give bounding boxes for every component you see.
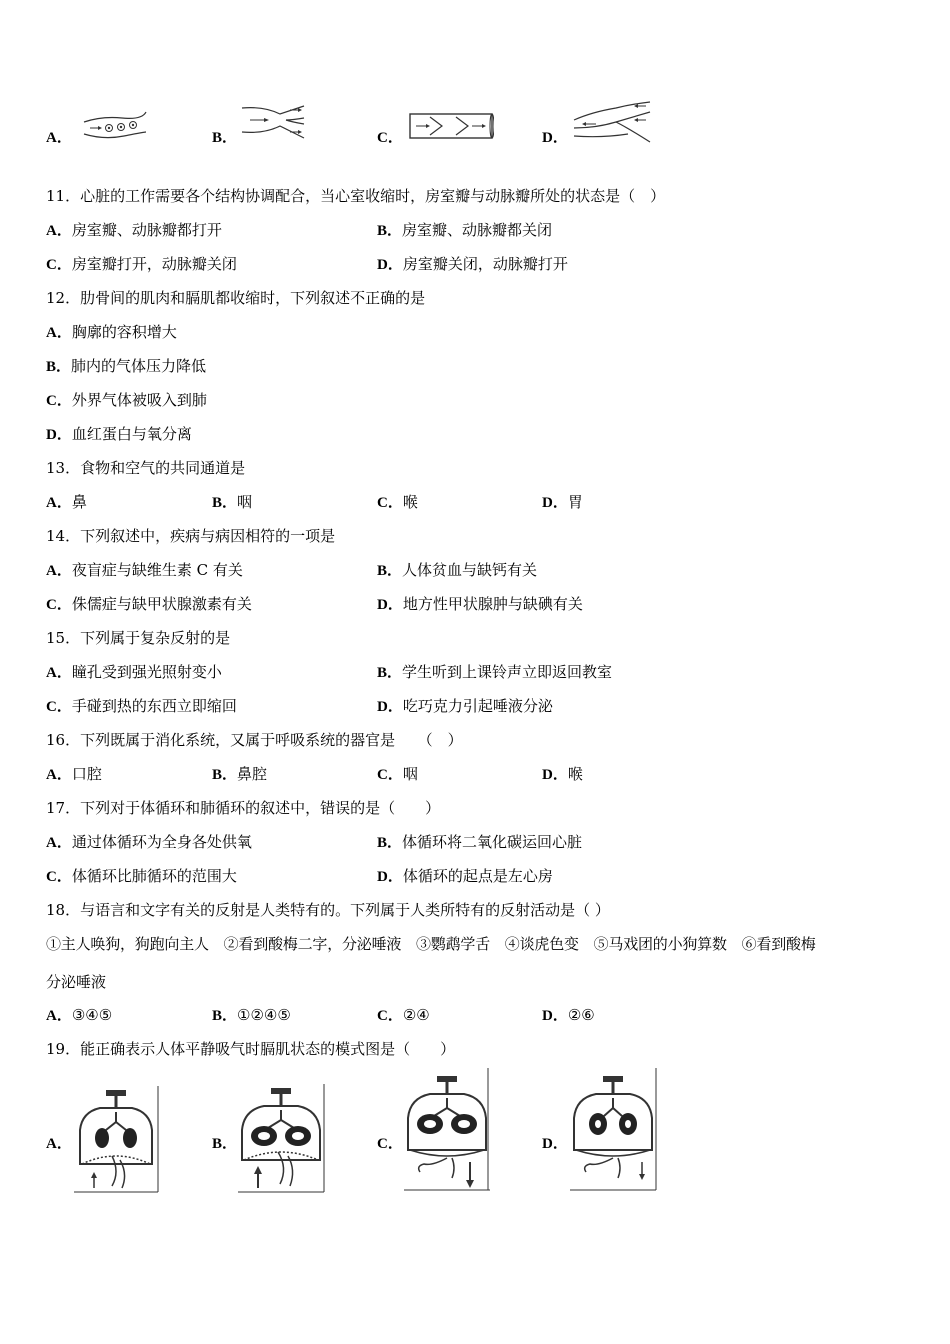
q15-option-a: A．瞳孔受到强光照射变小	[46, 663, 222, 681]
q15-option-b: B．学生听到上课铃声立即返回教室	[377, 663, 613, 681]
q12-option-c: C．外界气体被吸入到肺	[46, 391, 207, 409]
q12-option-d: D．血红蛋白与氧分离	[46, 425, 192, 443]
q18-option-a: A．③④⑤	[46, 1006, 113, 1024]
q13-option-d: D．胃	[542, 493, 583, 511]
q12-option-b: B．肺内的气体压力降低	[46, 357, 207, 375]
q10-option-d-label: D．	[542, 130, 568, 146]
q14-option-c: C．侏儒症与缺甲状腺激素有关	[46, 595, 252, 613]
q13-option-c: C．喉	[377, 493, 418, 511]
q12-option-a: A．胸廓的容积增大	[46, 323, 177, 341]
q15-option-c: C．手碰到热的东西立即缩回	[46, 697, 237, 715]
q15-option-d: D．吃巧克力引起唾液分泌	[377, 697, 553, 715]
q13-option-b: B．咽	[212, 493, 253, 511]
q13-option-a: A．鼻	[46, 493, 87, 511]
q19-option-d-label: D．	[542, 1136, 568, 1152]
q14-option-a: A．夜盲症与缺维生素 C 有关	[46, 561, 243, 579]
q16-option-c: C．咽	[377, 765, 418, 783]
q14-option-b: B．人体贫血与缺钙有关	[377, 561, 538, 579]
q17-option-d: D．体循环的起点是左心房	[377, 867, 553, 885]
q18-stem: 18．与语言和文字有关的反射是人类特有的。下列属于人类所特有的反射活动是（ ）	[46, 901, 610, 919]
q13-stem: 13．食物和空气的共同通道是	[46, 459, 246, 477]
q11-option-c: C．房室瓣打开，动脉瓣关闭	[46, 255, 237, 273]
q15-stem: 15．下列属于复杂反射的是	[46, 629, 231, 647]
q10-option-c-label: C．	[377, 130, 403, 146]
q16-option-d: D．喉	[542, 765, 583, 783]
vessel-valve-icon	[408, 110, 494, 142]
q18-option-d: D．②⑥	[542, 1006, 595, 1024]
q16-option-b: B．鼻腔	[212, 765, 268, 783]
q10-option-b-label: B．	[212, 130, 238, 146]
q19-option-b-label: B．	[212, 1136, 238, 1152]
q19-option-c-label: C．	[377, 1136, 403, 1152]
bell-jar-diaphragm-down-icon	[568, 1068, 658, 1194]
q11-option-a: A．房室瓣、动脉瓣都打开	[46, 221, 222, 239]
bell-jar-diaphragm-up-icon	[72, 1086, 160, 1194]
q18-items-line-2: 分泌唾液	[46, 973, 107, 991]
q11-option-d: D．房室瓣关闭，动脉瓣打开	[377, 255, 568, 273]
bell-jar-diaphragm-up-icon	[236, 1084, 326, 1194]
q19-stem: 19．能正确表示人体平静吸气时膈肌状态的模式图是（ ）	[46, 1040, 456, 1058]
vessel-merging-icon	[572, 98, 652, 144]
q12-stem: 12．肋骨间的肌肉和膈肌都收缩时，下列叙述不正确的是	[46, 289, 426, 307]
q16-option-a: A．口腔	[46, 765, 102, 783]
q19-option-a-label: A．	[46, 1136, 72, 1152]
q17-stem: 17．下列对于体循环和肺循环的叙述中，错误的是（ ）	[46, 799, 441, 817]
q17-option-b: B．体循环将二氧化碳运回心脏	[377, 833, 583, 851]
q17-option-c: C．体循环比肺循环的范围大	[46, 867, 237, 885]
q14-option-d: D．地方性甲状腺肿与缺碘有关	[377, 595, 583, 613]
bell-jar-diaphragm-down-icon	[402, 1068, 492, 1194]
q17-option-a: A．通过体循环为全身各处供氧	[46, 833, 252, 851]
q10-option-a-label: A．	[46, 130, 72, 146]
q18-option-b: B．①②④⑤	[212, 1006, 291, 1024]
vessel-capillary-icon	[82, 108, 148, 142]
q18-items-line-1: ①主人唤狗，狗跑向主人 ②看到酸梅二字，分泌唾液 ③鹦鹉学舌 ④谈虎色变 ⑤马戏团的小狗算数 ⑥看到酸梅	[46, 935, 816, 953]
q18-option-c: C．②④	[377, 1006, 430, 1024]
q16-stem: 16．下列既属于消化系统，又属于呼吸系统的器官是 （ ）	[46, 731, 463, 749]
vessel-branching-icon	[240, 102, 306, 142]
q11-stem: 11．心脏的工作需要各个结构协调配合，当心室收缩时，房室瓣与动脉瓣所处的状态是（ ）	[46, 187, 666, 205]
q14-stem: 14．下列叙述中，疾病与病因相符的一项是	[46, 527, 336, 545]
q11-option-b: B．房室瓣、动脉瓣都关闭	[377, 221, 553, 239]
